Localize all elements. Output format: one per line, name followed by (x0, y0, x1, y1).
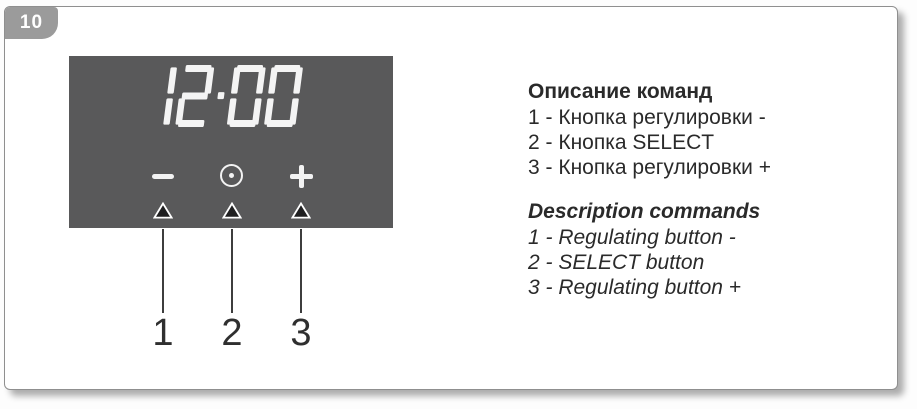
select-dot (229, 173, 234, 178)
callout-number: 2 (221, 312, 243, 354)
callout-line (231, 229, 233, 313)
en-description-block (528, 199, 771, 300)
callout-number: 1 (152, 312, 174, 354)
descriptions-panel (528, 79, 771, 300)
callout-line (300, 229, 302, 313)
en-item: 3 - Regulating button + (528, 276, 742, 299)
instruction-card (4, 6, 898, 390)
ru-item: 3 - Кнопка регулировки + (528, 156, 771, 179)
en-title: Description commands (528, 200, 761, 223)
seven-segment-clock (138, 65, 304, 127)
page-number-tab (5, 7, 58, 39)
pointer-triangle-icon (222, 202, 242, 219)
page-number: 10 (19, 12, 44, 33)
ru-description-block (528, 79, 771, 180)
minus-icon (152, 174, 174, 179)
pointer-triangle-icon (291, 202, 311, 219)
en-item: 2 - SELECT button (528, 251, 705, 274)
callout-line (162, 229, 164, 313)
ru-item: 2 - Кнопка SELECT (528, 131, 715, 154)
pointer-triangle-icon (153, 202, 173, 219)
plus-icon (290, 165, 313, 188)
ru-item: 1 - Кнопка регулировки - (528, 106, 766, 129)
en-item: 1 - Regulating button - (528, 226, 736, 249)
select-icon (220, 164, 243, 187)
callout-number: 3 (290, 312, 312, 354)
control-panel-display (69, 56, 393, 228)
ru-title: Описание команд (528, 80, 713, 103)
